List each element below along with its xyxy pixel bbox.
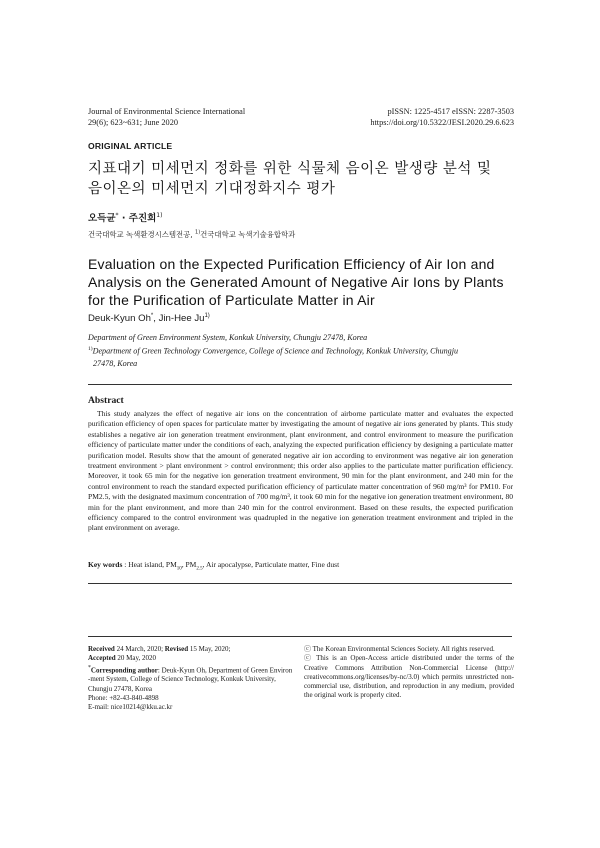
corresponding-label: Corresponding author (90, 665, 158, 674)
keywords-label: Key words (88, 560, 123, 569)
affiliation-mark: 1) (88, 346, 93, 352)
license-note (304, 645, 514, 701)
history-line (88, 645, 296, 654)
author-separator: , (153, 313, 159, 325)
english-author: Deuk-Kyun Oh (88, 313, 151, 325)
korean-author: 오득균 (88, 213, 116, 224)
korean-affiliations (88, 229, 295, 240)
korean-affiliation: 건국대학교 녹색기술융합학과 (200, 230, 296, 239)
abstract-heading: Abstract (88, 395, 124, 406)
email[interactable]: E-mail: nice10214@kku.ac.kr (88, 703, 173, 712)
english-affiliation-continued: 27478, Korea (93, 358, 138, 368)
affiliation-text: Department of Green Technology Convergence, College of Science and Technology, Konkuk University, Chungju (92, 346, 459, 356)
journal-identifiers (254, 106, 514, 128)
divider-rule (88, 384, 512, 385)
corresponding-text: -ment System, College of Science Technology, Konkuk University, (88, 675, 276, 684)
korean-title (88, 159, 518, 199)
english-affiliation (88, 344, 516, 357)
korean-title-line: 음이온의 미세먼지 기대정화지수 평가 (88, 181, 336, 197)
author-separator: · (118, 213, 129, 224)
accepted-label: Accepted (88, 654, 116, 663)
english-title (88, 255, 520, 309)
keyword: Heat island, PM (128, 560, 177, 569)
received-date: 24 March, 2020; (114, 645, 165, 653)
journal-volume: 29(6); 623~631; June 2020 (88, 118, 178, 127)
author-mark: * (150, 313, 154, 319)
footnote-rule (88, 636, 512, 637)
received-label: Received (88, 645, 115, 653)
article-type: ORIGINAL ARTICLE (88, 141, 173, 151)
divider-rule (88, 583, 512, 584)
license-text: ⓒ This is an Open-Access article distributed under the terms of the Creative Commons Attribution Non-Commercial License (http:// creativecommons.org/licenses/by-nc/3.0) which permits unrestricted non-commercial use, distribution, and reproduction in any medium, provided the original work is properly cited. (304, 654, 514, 700)
korean-affiliation: 건국대학교 녹색환경시스템전공, (88, 230, 196, 239)
copyright-line: ⓒ The Korean Environmental Sciences Society. All rights reserved. (304, 645, 495, 653)
english-affiliation: Department of Green Environment System, Konkuk University, Chungju 27478, Korea (88, 333, 368, 342)
phone: Phone: +82-43-840-4898 (88, 693, 159, 702)
keyword: , PM (181, 560, 197, 569)
english-title-line: Analysis on the Generated Amount of Negative Air Ions by Plants (88, 274, 504, 290)
journal-doi[interactable]: https://doi.org/10.5322/JESI.2020.29.6.623 (370, 118, 514, 127)
article-history (88, 645, 296, 712)
keywords-separator: : (122, 560, 129, 569)
korean-authors (88, 210, 162, 224)
english-title-line: Evaluation on the Expected Purification Efficiency of Air Ion and (88, 256, 495, 272)
keyword-subscript: 2.5 (196, 566, 203, 572)
english-author: Jin-Hee Ju (158, 313, 205, 325)
revised-label: Revised (164, 645, 189, 653)
corresponding-text: Chungju 27478, Korea (88, 684, 152, 693)
journal-name: Journal of Environmental Science International (88, 107, 246, 116)
accepted-date: 20 May, 2020 (115, 654, 156, 663)
english-affiliations (88, 332, 516, 370)
author-mark: 1) (156, 211, 163, 219)
revised-date: 15 May, 2020; (188, 645, 231, 653)
english-title-line: for the Purification of Particulate Matter in Air (88, 292, 375, 308)
author-mark: * (115, 211, 119, 219)
corresponding-author (88, 664, 296, 676)
author-mark: 1) (204, 313, 210, 319)
korean-title-line: 지표대기 미세먼지 정화를 위한 식물체 음이온 발생량 분석 및 (88, 161, 492, 177)
corresponding-text: : Deuk-Kyun Oh, Department of Green Environ (157, 665, 293, 674)
journal-issn: pISSN: 1225-4517 eISSN: 2287-3503 (387, 107, 514, 116)
affiliation-mark: 1) (195, 229, 201, 236)
keyword: , Air apocalypse, Particulate matter, Fine dust (202, 560, 340, 569)
english-authors (88, 313, 210, 324)
author-mark: * (88, 664, 91, 671)
korean-author: 주진희 (128, 213, 157, 224)
abstract-body: This study analyzes the effect of negative air ions on the concentration of airborne particulate matter and evaluates the expected purification efficiency of open spaces for particulate matter by investigating the amount of negative air ions generated by plants. This study establishes a negative air ion generation treatment environment, plant environment, and control environment to measure the purification efficiency of particulate matter under the conditions of each, analyzing the expected purification efficiency by designing a particulate matter purification model. Results show that the amount of generated negative air ion according to environment was negative air ion generation treatment environment > plant environment > control environment; this order also applies to the particulate matter purification efficiency. Moreover, it took 65 min for the negative ion generation treatment environment, 90 min for the plant environment, and 240 min for the control environment to reach the standard expected purification efficiency of particulate matter concentration of 960 mg/m³ for PM10. For PM2.5, with the designated maximum concentration of 700 mg/m³, it took 60 min for the negative ion generation treatment environment, 80 min for the plant environment, and more than 240 min for the control environment. Based on these results, the expected purification efficiency compared to the control environment was quadrupled in the negative ion generation treatment environment and tripled in the plant environment on average. (88, 409, 513, 533)
keywords (88, 560, 512, 572)
keyword-subscript: 10 (176, 566, 182, 572)
history-line (88, 654, 296, 663)
